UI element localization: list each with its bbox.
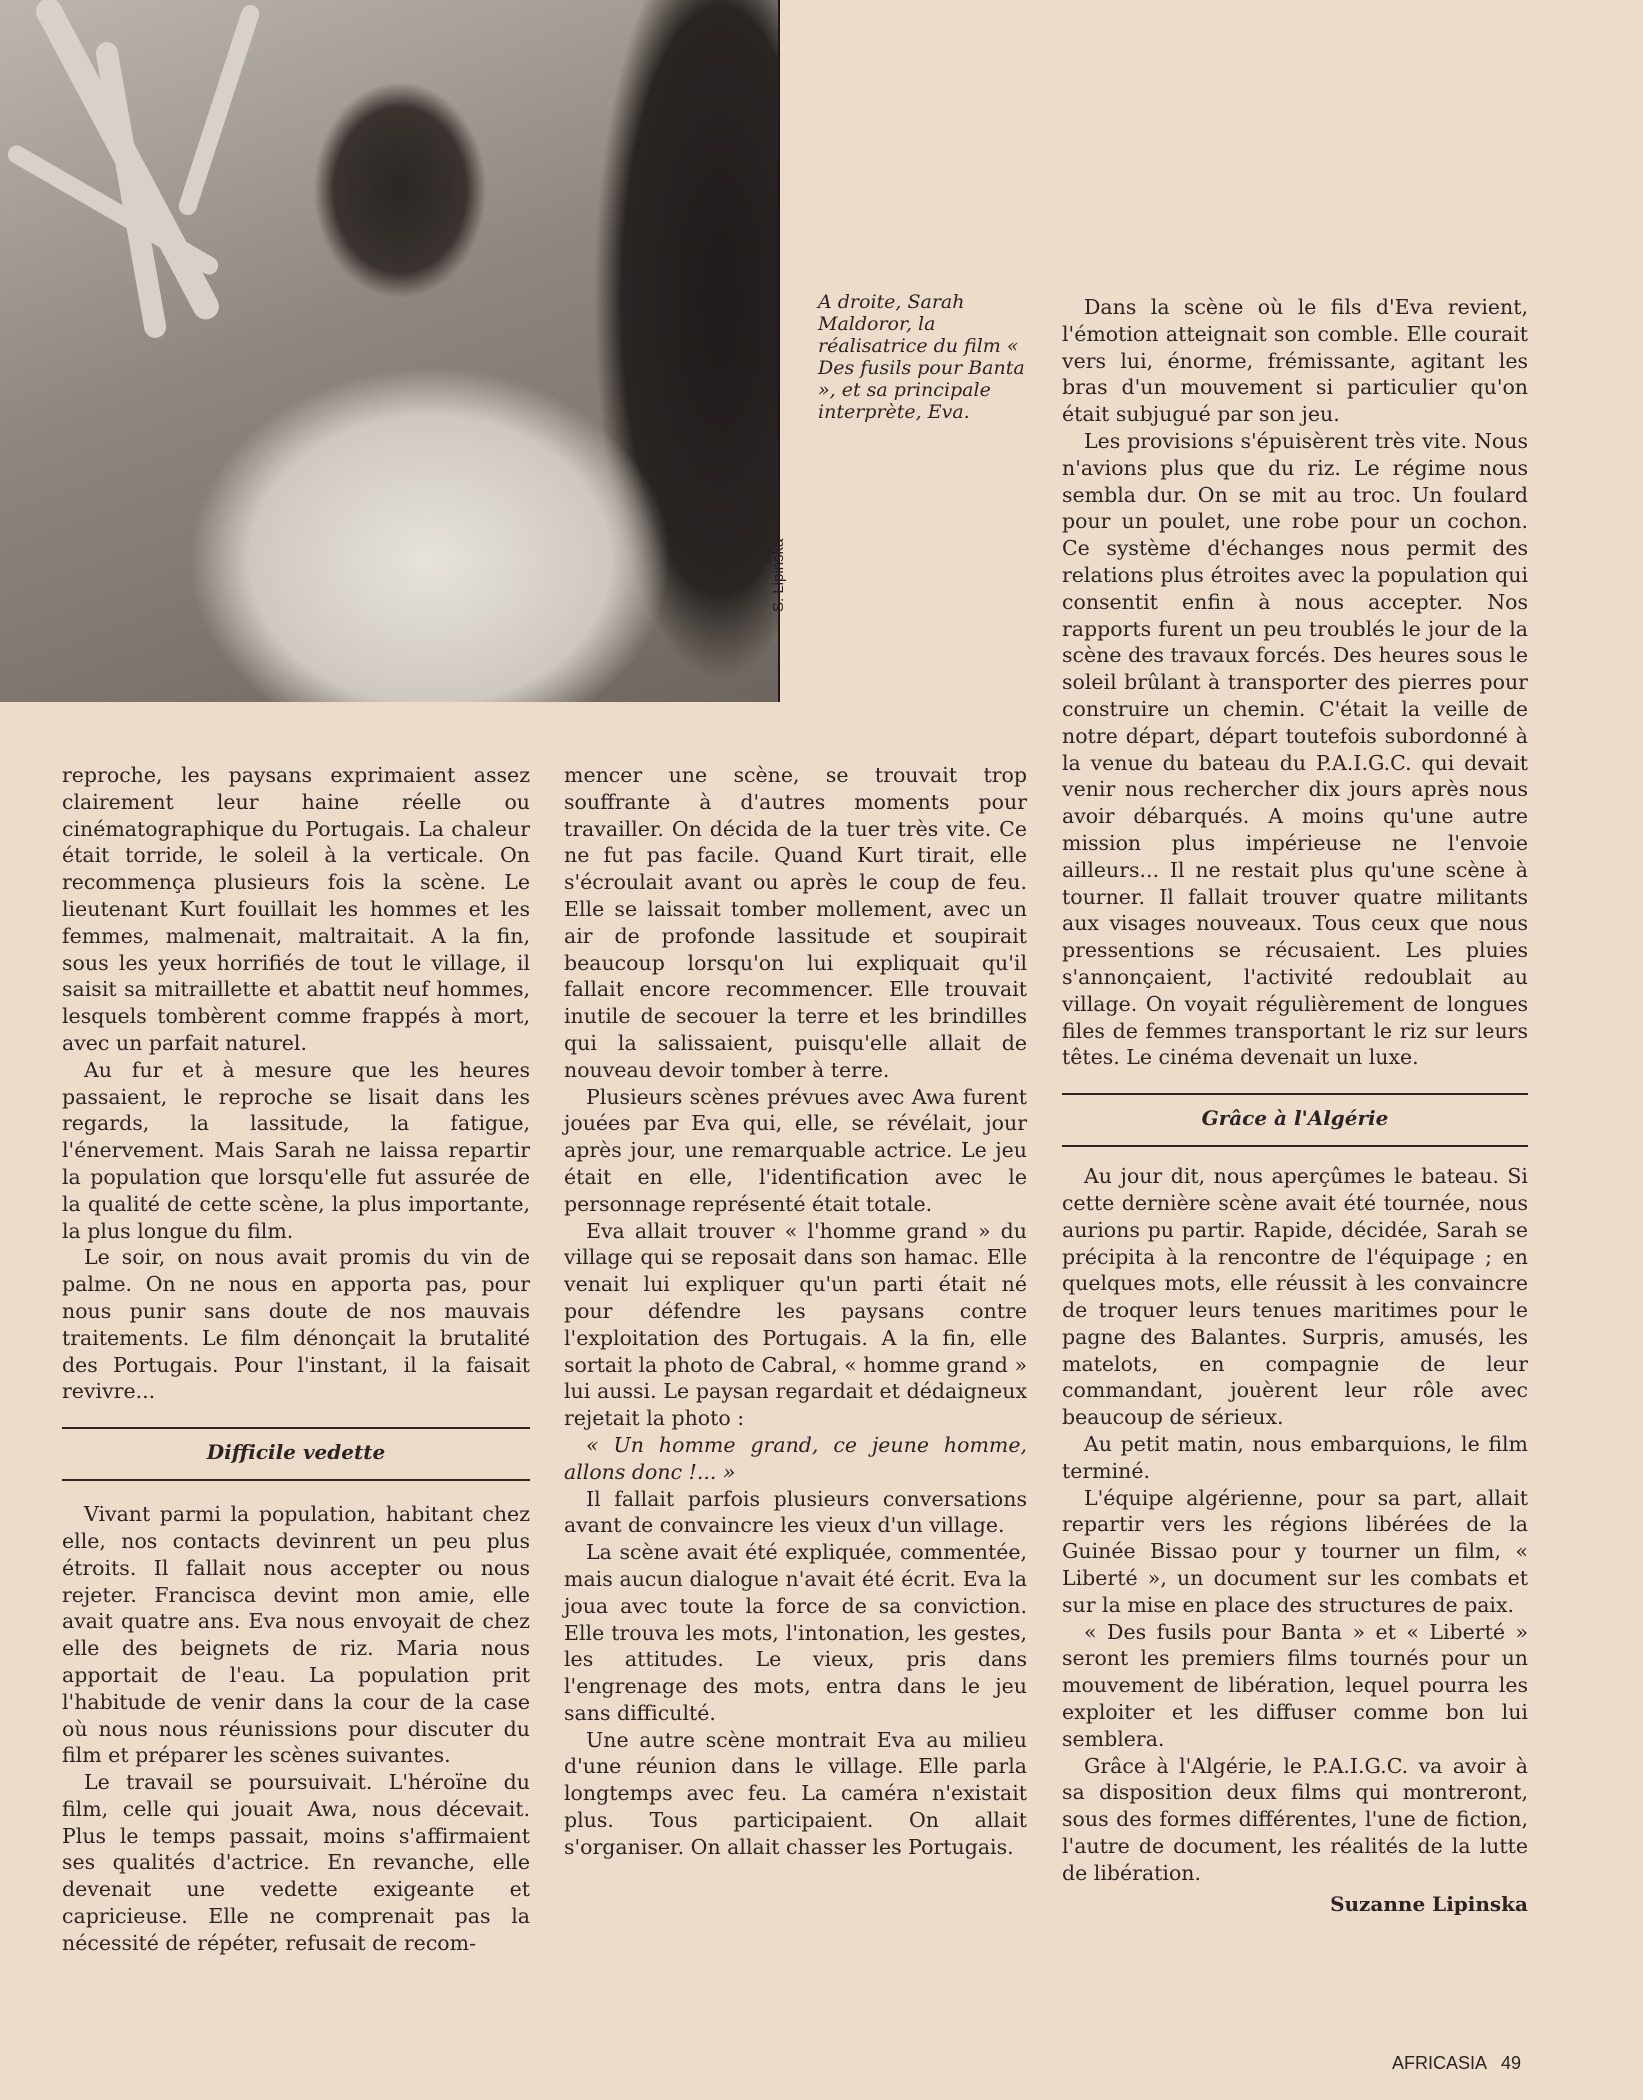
column-2 (564, 762, 1027, 1861)
paragraph: Le soir, on nous avait promis du vin de palme. On ne nous en apporta pas, pour nous punir sans doute de nos mauvais traitements. Le film dénonçait la brutalité des Portugais. Pour l'instant, il la faisait revivre... (62, 1245, 530, 1404)
divider (1062, 1145, 1528, 1147)
photo-credit: S. Lipinska (770, 538, 787, 612)
page-footer (1378, 2053, 1521, 2074)
page-number: 49 (1500, 2053, 1521, 2073)
divider (62, 1479, 530, 1481)
article-photo (0, 0, 787, 702)
paragraph: Au fur et à mesure que les heures passaient, le reproche se lisait dans les regards, la lassitude, la fatigue, l'énervement. Mais Sarah ne laissa repartir la population que lorsqu'elle fut assurée de la qualité de cette scène, la plus importante, la plus longue du film. (62, 1057, 530, 1243)
quote: « Un homme grand, ce jeune homme, allons donc !... » (564, 1432, 1027, 1484)
paragraph: Eva allait trouver « l'homme grand » du village qui se reposait dans son hamac. Elle venait lui expliquer qu'un parti était né pour défendre les paysans contre l'exploitation des Portugais. A la fin, elle sortait la photo de Cabral, « homme grand » lui aussi. Le paysan regardait et dédaigneux rejetait la photo : (564, 1218, 1027, 1431)
magazine-name: AFRICASIA (1391, 2053, 1487, 2073)
divider (62, 1427, 530, 1429)
paragraph: Au jour dit, nous aperçûmes le bateau. Si cette dernière scène avait été tournée, nous aurions pu partir. Rapide, décidée, Sarah se précipita à la rencontre de l'équipage ; en quelques mots, elle réussit à les convaincre de troquer leurs tenues maritimes pour le pagne des Balantes. Surpris, amusés, les matelots, en compagnie de leur commandant, jouèrent leur rôle avec beaucoup de sérieux. (1062, 1164, 1528, 1430)
paragraph: reproche, les paysans exprimaient assez clairement leur haine réelle ou cinématographique du Portugais. La chaleur était torride, le soleil à la verticale. On recommença plusieurs fois la scène. Le lieutenant Kurt fouillait les hommes et les femmes, malmenait, maltraitait. A la fin, sous les yeux horrifiés de tout le village, il saisit sa mitraillette et abattit neuf hommes, lesquels tombèrent comme frappés à mort, avec un parfait naturel. (62, 763, 530, 1055)
section-heading: Difficile vedette (206, 1440, 386, 1465)
paragraph: L'équipe algérienne, pour sa part, allait repartir vers les régions libérées de la Guinée Bissao pour y tourner un film, « Liberté », un document sur les combats et sur la mise en place des structures de paix. (1062, 1485, 1528, 1617)
paragraph: La scène avait été expliquée, commentée, mais aucun dialogue n'avait été écrit. Eva la joua avec toute la force de sa conviction. Elle trouva les mots, l'intonation, les gestes, les attitudes. Le vieux, pris dans l'engrenage des mots, entra dans le jeu sans difficulté. (564, 1540, 1027, 1725)
paragraph: « Des fusils pour Banta » et « Liberté » seront les premiers films tournés pour un mouvement de libération, lequel pourra les exploiter et les diffuser comme bon lui semblera. (1062, 1619, 1528, 1751)
section-heading: Grâce à l'Algérie (1201, 1106, 1389, 1131)
paragraph: Il fallait parfois plusieurs conversations avant de convaincre les vieux d'un village. (564, 1486, 1027, 1538)
paragraph: Les provisions s'épuisèrent très vite. Nous n'avions plus que du riz. Le régime nous sembla dur. On se mit au troc. Un foulard pour un poulet, une robe pour un cochon. Ce système d'échanges nous permit des relations plus étroites avec la population qui consentit enfin à nous accepter. Nos rapports furent un peu troublés le jour de la scène des travaux forcés. Des heures sous le soleil brûlant à transporter des pierres pour construire un chemin. C'était la veille de notre départ, départ toutefois subordonné à la venue du bateau du P.A.I.G.C. qui devait venir nous rechercher dix jours après nous avoir débarqués. A moins qu'une autre mission plus impérieuse ne l'envoie ailleurs... Il ne restait plus qu'une scène à tourner. Il fallait trouver quatre militants aux visages nouveaux. Tous ceux que nous pressentions se récusaient. Les pluies s'annonçaient, l'activité redoublait au village. On voyait régulièrement de longues files de femmes transportant le riz sur leurs têtes. Le cinéma devenait un luxe. (1062, 428, 1528, 1070)
paragraph: Plusieurs scènes prévues avec Awa furent jouées par Eva qui, elle, se révélait, jour après jour, une remarquable actrice. Le jeu était en elle, l'identification avec le personnage représenté était totale. (564, 1084, 1027, 1216)
paragraph: mencer une scène, se trouvait trop souffrante à d'autres moments pour travailler. On décida de la tuer très vite. Ce ne fut pas facile. Quand Kurt tirait, elle s'écroulait avant ou après le coup de feu. Elle se laissait tomber mollement, avec un air de profonde lassitude et soupirait beaucoup lorsqu'on lui expliquait qu'il fallait encore recommencer. Elle trouvait inutile de secouer la terre et les brindilles qui la salissaient, puisqu'elle allait de nouveau devoir tomber à terre. (564, 763, 1027, 1082)
paragraph: Une autre scène montrait Eva au milieu d'une réunion dans le village. Elle parla longtemps avec feu. La caméra n'existait plus. Tous participaient. On allait s'organiser. On allait chasser les Portugais. (564, 1727, 1027, 1859)
photo-caption: A droite, Sarah Maldoror, la réalisatrice du film « Des fusils pour Banta », et sa principale interprète, Eva. (818, 291, 1025, 423)
paragraph: Au petit matin, nous embarquions, le film terminé. (1062, 1432, 1528, 1483)
paragraph: Dans la scène où le fils d'Eva revient, l'émotion atteignait son comble. Elle courait vers lui, énorme, frémissante, agitant les bras d'un mouvement si particulier qu'on était subjugué par son jeu. (1062, 295, 1528, 427)
divider (1062, 1093, 1528, 1095)
author-signature: Suzanne Lipinska (1330, 1891, 1528, 1916)
paragraph: Vivant parmi la population, habitant chez elle, nos contacts devinrent un peu plus étroits. Il fallait nous accepter ou nous rejeter. Francisca devint mon amie, elle avait quatre ans. Eva nous envoyait de chez elle des beignets de riz. Maria nous apportait de l'eau. La population prit l'habitude de venir dans la cour de la case où nous nous réunissions pour discuter du film et préparer les scènes suivantes. (62, 1502, 530, 1768)
paragraph: Le travail se poursuivait. L'héroïne du film, celle qui jouait Awa, nous décevait. Plus le temps passait, moins s'affirmaient ses qualités d'actrice. En revanche, elle devenait une vedette exigeante et capricieuse. Elle ne comprenait pas la nécessité de répéter, refusait de recom- (62, 1770, 530, 1955)
column-1 (62, 762, 530, 1957)
paragraph: Grâce à l'Algérie, le P.A.I.G.C. va avoir à sa disposition deux films qui montreront, sous des formes différentes, l'une de fiction, l'autre de document, les réalités de la lutte de libération. (1062, 1753, 1528, 1885)
column-3 (1062, 294, 1528, 1917)
